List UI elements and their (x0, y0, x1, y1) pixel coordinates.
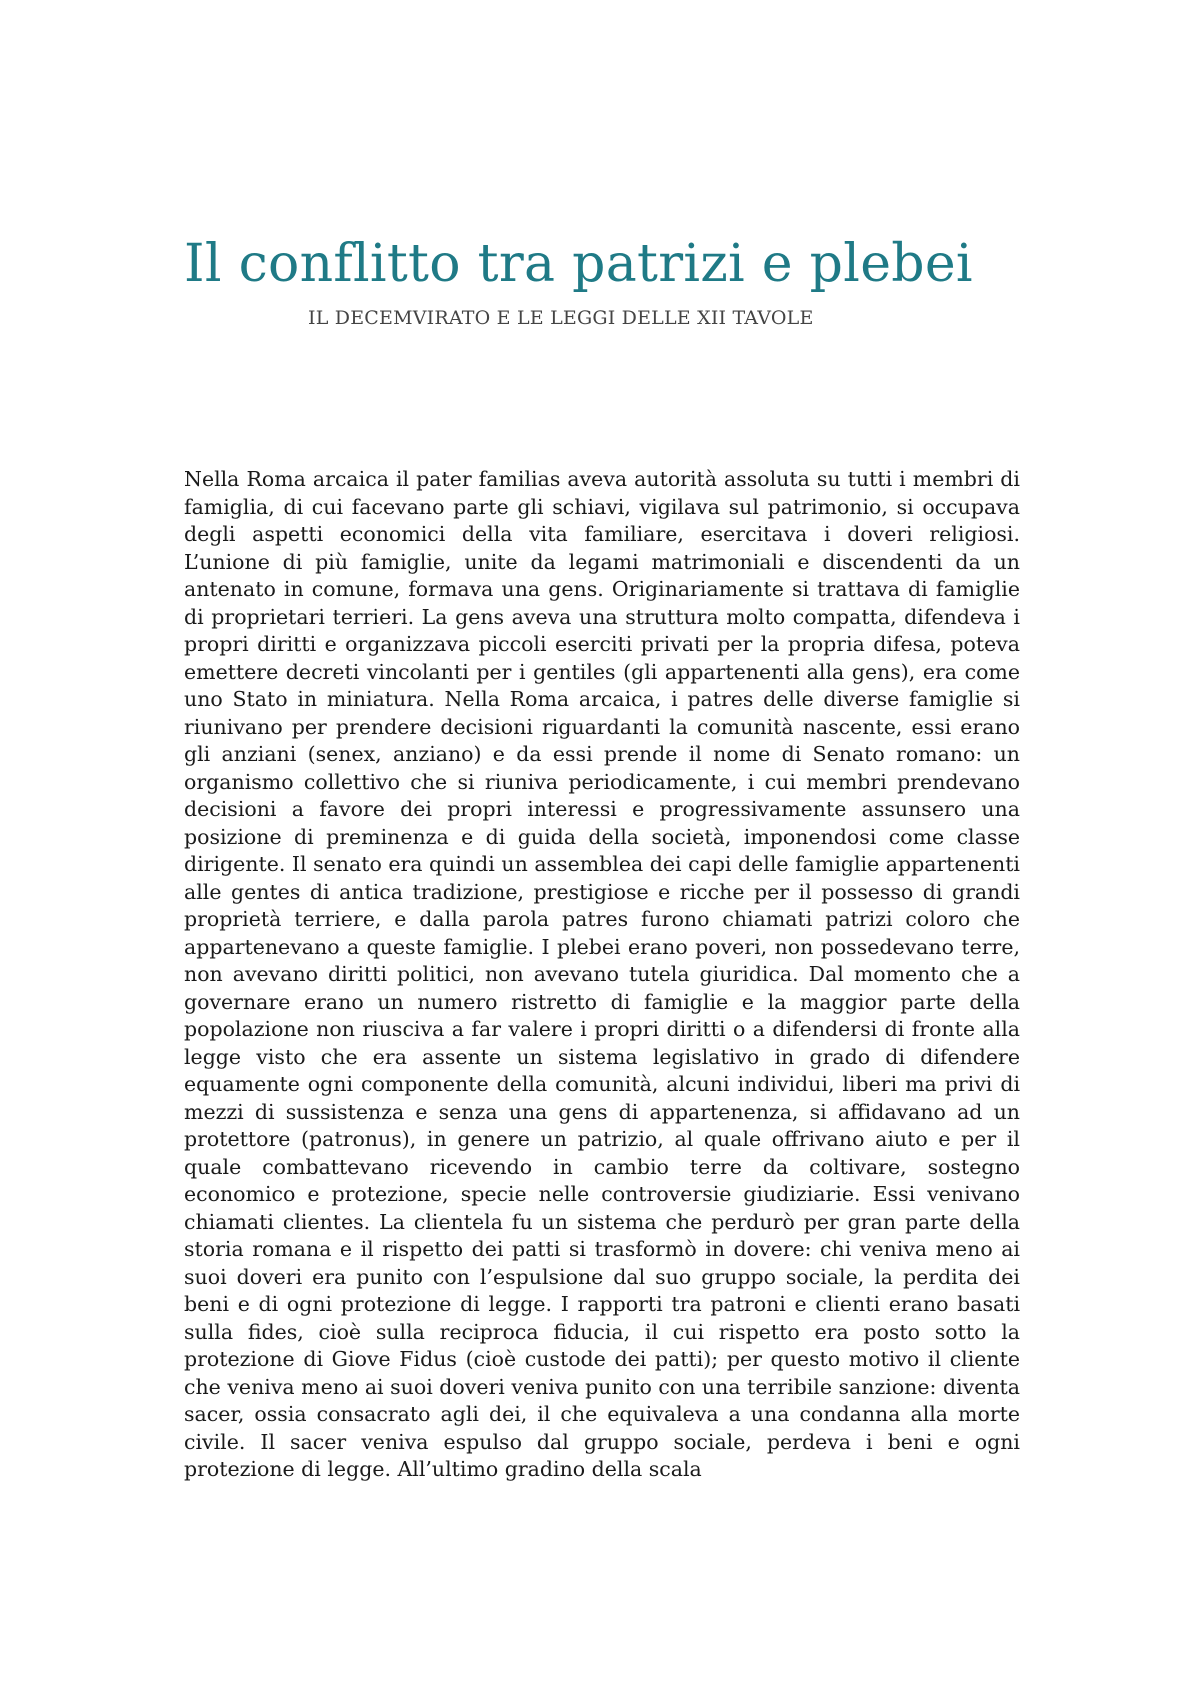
body-paragraph: Nella Roma arcaica il pater familias aveva autorità assoluta su tutti i membri di famiglia, di cui facevano parte gli schiavi, vigilava sul patrimonio, si occupava degli aspetti economici della vita familiare, esercitava i doveri religiosi. L’unione di più famiglie, unite da legami matrimoniali e discendenti da un antenato in comune, formava una gens. Originariamente si trattava di famiglie di proprietari terrieri. La gens aveva una struttura molto compatta, difendeva i propri diritti e organizzava piccoli eserciti privati per la propria difesa, poteva emettere decreti vincolanti per i gentiles (gli appartenenti alla gens), era come uno Stato in miniatura. Nella Roma arcaica, i patres delle diverse famiglie si riunivano per prendere decisioni riguardanti la comunità nascente, essi erano gli anziani (senex, anziano) e da essi prende il nome di Senato romano: un organismo collettivo che si riuniva periodicamente, i cui membri prendevano decisioni a favore dei propri interessi e progressivamente assunsero una posizione di preminenza e di guida della società, imponendosi come classe dirigente. Il senato era quindi un assemblea dei capi delle famiglie appartenenti alle gentes di antica tradizione, prestigiose e ricche per il possesso di grandi proprietà terriere, e dalla parola patres furono chiamati patrizi coloro che appartenevano a queste famiglie. I plebei erano poveri, non possedevano terre, non avevano diritti politici, non avevano tutela giuridica. Dal momento che a governare erano un numero ristretto di famiglie e la maggior parte della popolazione non riusciva a far valere i propri diritti o a difendersi di fronte alla legge visto che era assente un sistema legislativo in grado di difendere equamente ogni componente della comunità, alcuni individui, liberi ma privi di mezzi di sussistenza e senza una gens di appartenenza, si affidavano ad un protettore (patronus), in genere un patrizio, al quale offrivano aiuto e per il quale combattevano ricevendo in cambio terre da coltivare, sostegno economico e protezione, specie nelle controversie giudiziarie. Essi venivano chiamati clientes. La clientela fu un sistema che perdurò per gran parte della storia romana e il rispetto dei patti si trasformò in dovere: chi veniva meno ai suoi doveri era punito con l’espulsione dal suo gruppo sociale, la perdita dei beni e di ogni protezione di legge. I rapporti tra patroni e clienti erano basati sulla fides, cioè sulla reciproca fiducia, il cui rispetto era posto sotto la protezione di Giove Fidus (cioè custode dei patti); per questo motivo il cliente che veniva meno ai suoi doveri veniva punito con una terribile sanzione: diventa sacer, ossia consacrato agli dei, il che equivaleva a una condanna alla morte civile. Il sacer veniva espulso dal gruppo sociale, perdeva i beni e ogni protezione di legge. All’ultimo gradino della scala (184, 467, 1020, 1481)
page-subtitle: IL DECEMVIRATO E LE LEGGI DELLE XII TAVOLE (308, 307, 814, 329)
page-title: Il conflitto tra patrizi e plebei (184, 234, 973, 294)
